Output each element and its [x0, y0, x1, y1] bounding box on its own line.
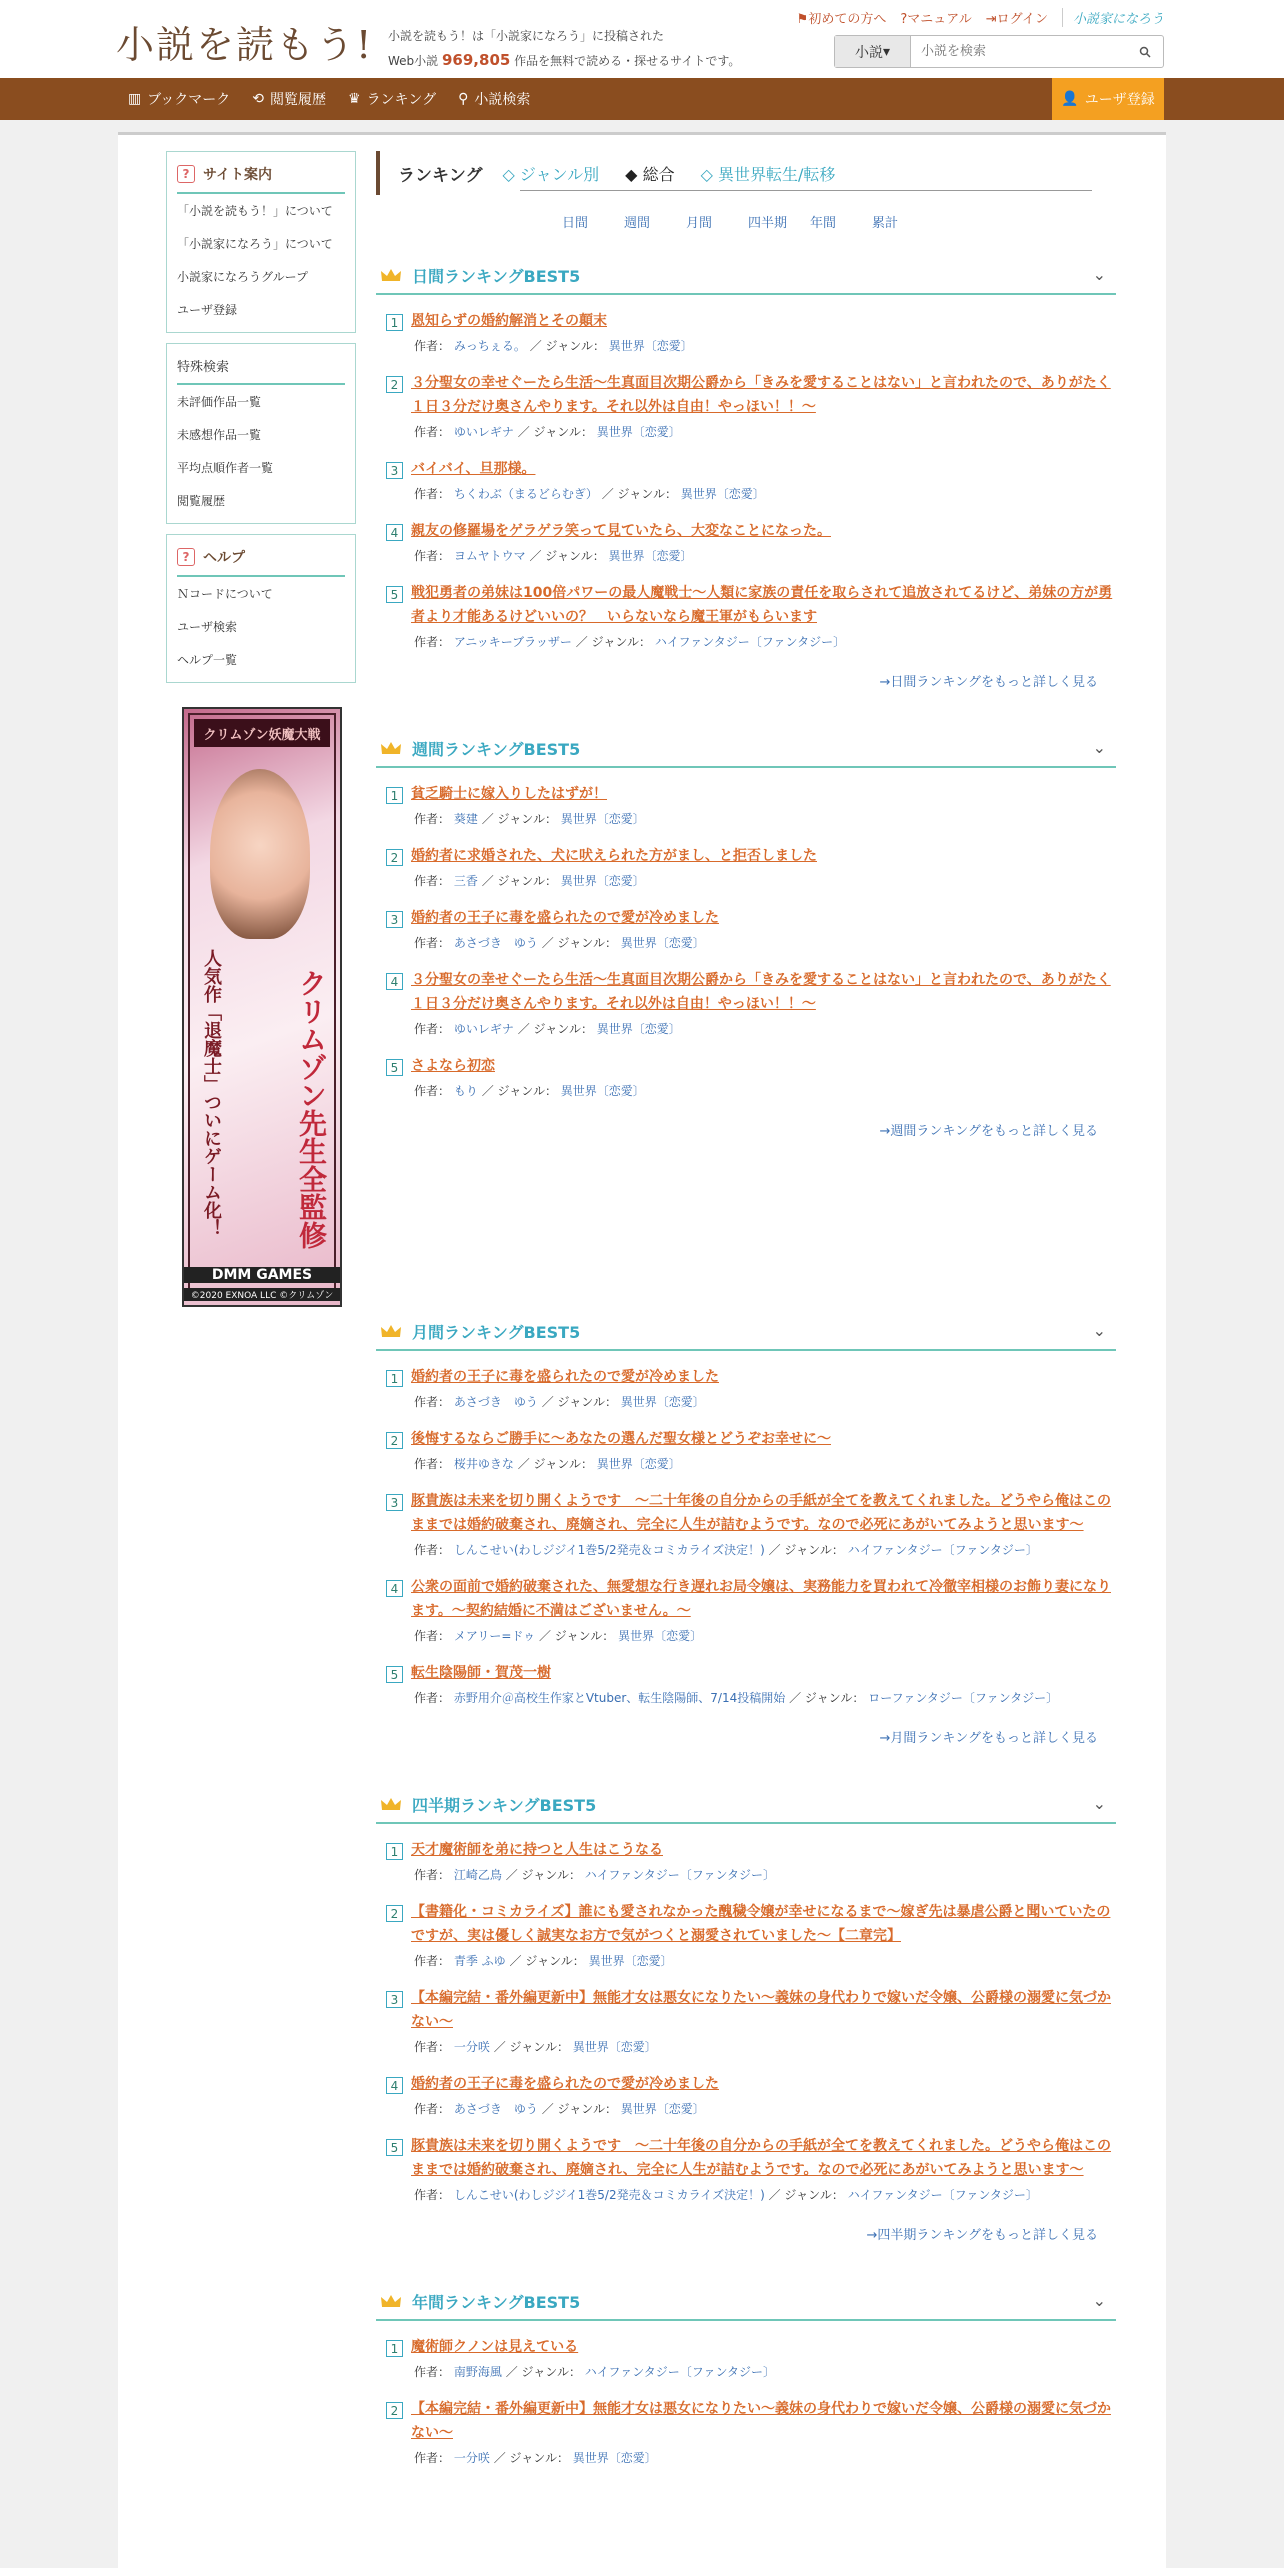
ranking-content: [376, 151, 1116, 2469]
novel-title-link[interactable]: 婚約者の王子に毒を盛られたので愛が冷めました: [411, 910, 719, 926]
genre-link[interactable]: ハイファンタジー〔ファンタジー〕: [847, 1543, 1038, 1557]
sidebar-item-register[interactable]: ユーザ登録: [177, 303, 238, 317]
entry-meta: [386, 870, 1116, 892]
rank-number: 2: [386, 1432, 403, 1449]
section-title: 週間ランキングBEST5: [412, 739, 581, 759]
genre-label: ／ ジャンル：: [541, 1395, 617, 1409]
nav-history[interactable]: ⟲ 閲覧履歴: [252, 91, 326, 108]
author-link[interactable]: ヨムヤトウマ: [453, 549, 526, 563]
author-label: 作者：: [414, 1022, 451, 1036]
genre-label: ／ ジャンル：: [517, 425, 593, 439]
entry-meta: [386, 335, 1116, 357]
genre-label: ／ ジャンル：: [505, 2365, 581, 2379]
sidebar-item-no-review[interactable]: 未感想作品一覧: [177, 428, 262, 442]
genre-label: ／ ジャンル：: [493, 2040, 569, 2054]
main-nav: [0, 78, 1284, 120]
section-title: 日間ランキングBEST5: [412, 266, 581, 286]
ranking-section: [376, 1313, 1116, 1746]
author-label: 作者：: [414, 936, 451, 950]
ranking-entry: [376, 457, 1116, 505]
login-link[interactable]: ⇥ログイン: [985, 12, 1048, 27]
ad-banner[interactable]: [182, 707, 342, 1307]
genre-link[interactable]: ハイファンタジー〔ファンタジー〕: [654, 635, 846, 649]
author-label: 作者：: [414, 874, 451, 888]
rank-number: 5: [386, 2139, 403, 2156]
genre-link[interactable]: 異世界〔恋愛〕: [572, 2451, 657, 2465]
genre-link[interactable]: 異世界〔恋愛〕: [596, 1457, 681, 1471]
main-container: [118, 132, 1166, 2568]
period-weekly[interactable]: 週間: [624, 215, 651, 231]
top-links: [797, 8, 1164, 27]
chevron-down-icon[interactable]: ⌄: [1092, 738, 1106, 757]
help-box: [166, 534, 356, 683]
novel-title-link[interactable]: 天才魔術師を弟に持つと人生はこうなる: [411, 1842, 663, 1858]
novel-title-link[interactable]: 親友の修羅場をゲラゲラ笑って見ていたら、大変なことになった。: [411, 523, 831, 539]
author-label: 作者：: [414, 635, 451, 649]
author-link[interactable]: 南野海風: [453, 2365, 502, 2379]
sidebar-item-help-list[interactable]: ヘルプ一覧: [177, 653, 238, 667]
genre-label: ／ ジャンル：: [768, 1543, 844, 1557]
rank-number: 1: [386, 1370, 403, 1387]
search-input[interactable]: [911, 36, 1127, 67]
section-header[interactable]: [376, 1786, 1116, 1824]
author-link[interactable]: 赤野用介＠高校生作家とVtuber、転生陰陽師、7/14投稿開始: [453, 1691, 786, 1705]
entry-meta: [386, 483, 1116, 505]
ranking-entry: [376, 1838, 1116, 1886]
author-label: 作者：: [414, 1691, 451, 1705]
author-link[interactable]: ちくわぶ（まるどらむぎ）: [453, 487, 598, 501]
author-link[interactable]: 一分咲: [453, 2451, 490, 2465]
section-title: 四半期ランキングBEST5: [412, 1795, 597, 1815]
site-tagline: [388, 24, 740, 73]
author-label: 作者：: [414, 425, 451, 439]
ranking-entry: [376, 968, 1116, 1040]
novel-title-link[interactable]: 魔術師クノンは見えている: [411, 2339, 579, 2355]
banner-top-text: クリムゾン妖魔大戦: [194, 719, 330, 747]
genre-link[interactable]: 異世界〔恋愛〕: [572, 2040, 657, 2054]
rank-number: 4: [386, 1580, 403, 1597]
entry-meta: [386, 631, 1116, 653]
ranking-section: [376, 730, 1116, 1139]
novel-title-link[interactable]: 豚貴族は未来を切り開くようです ～二十年後の自分からの手紙が全てを教えてくれました。どうやら俺はこのままでは婚約破棄され、廃嫡され、完全に人生が詰むようです。なので必死にあがいてみようと思います～: [411, 2138, 1111, 2178]
author-label: 作者：: [414, 812, 451, 826]
ranking-entry: [376, 371, 1116, 443]
genre-label: ／ ジャンル：: [505, 1868, 581, 1882]
author-link[interactable]: 江崎乙鳥: [453, 1868, 502, 1882]
author-link[interactable]: アニッキーブラッザー: [453, 635, 572, 649]
ranking-section: [376, 2283, 1116, 2469]
author-label: 作者：: [414, 1954, 451, 1968]
genre-link[interactable]: 異世界〔恋愛〕: [680, 487, 765, 501]
period-yearly[interactable]: 年間: [810, 215, 837, 231]
section-title: 年間ランキングBEST5: [412, 2292, 581, 2312]
site-logo[interactable]: 小説を読もう!: [116, 23, 374, 67]
ranking-entry: [376, 906, 1116, 954]
novel-title-link[interactable]: 貧乏騎士に嫁入りしたはずが！: [411, 786, 607, 802]
section-header[interactable]: [376, 257, 1116, 295]
genre-label: ／ ジャンル：: [481, 874, 557, 888]
author-label: 作者：: [414, 1084, 451, 1098]
banner-title: クリムゾン先生全監修: [295, 969, 328, 1249]
genre-label: ／ ジャンル：: [481, 812, 557, 826]
rank-number: 3: [386, 1494, 403, 1511]
genre-label: ／ ジャンル：: [509, 1954, 585, 1968]
ranking-entry: [376, 1427, 1116, 1475]
ranking-entry: [376, 1986, 1116, 2058]
genre-label: ／ ジャンル：: [789, 1691, 865, 1705]
entry-meta: [386, 2098, 1116, 2120]
history-icon: ⟲: [252, 91, 264, 107]
ranking-sections: [376, 257, 1116, 2469]
rank-number: 3: [386, 462, 403, 479]
genre-label: ／ ジャンル：: [768, 2188, 844, 2202]
entry-meta: [386, 545, 1116, 567]
genre-label: ／ ジャンル：: [541, 936, 617, 950]
help-title: ? ヘルプ: [177, 541, 345, 577]
novel-title-link[interactable]: 【本編完結・番外編更新中】無能才女は悪女になりたい～義妹の身代わりで嫁いだ令嬢、公爵様の溺愛に気づかない～: [411, 1990, 1111, 2030]
genre-label: ／ ジャンル：: [481, 1084, 557, 1098]
author-link[interactable]: あさづき ゆう: [453, 1395, 538, 1409]
rank-number: 2: [386, 849, 403, 866]
entry-meta: [386, 1080, 1116, 1102]
genre-link[interactable]: ハイファンタジー〔ファンタジー〕: [847, 2188, 1038, 2202]
rank-number: 2: [386, 376, 403, 393]
beginners-link[interactable]: ⚑初めての方へ: [796, 12, 887, 27]
novel-title-link[interactable]: 恩知らずの婚約解消とその顛末: [411, 313, 607, 329]
nav-search[interactable]: ⚲ 小説検索: [458, 91, 531, 108]
entry-meta: [386, 2447, 1116, 2469]
crown-icon: [380, 267, 402, 283]
ranking-entry: [376, 581, 1116, 653]
more-ranking-link[interactable]: →日間ランキングをもっと詳しく見る: [879, 675, 1098, 690]
author-label: 作者：: [414, 1629, 451, 1643]
site-header: [0, 0, 1284, 78]
entry-meta: [386, 808, 1116, 830]
author-link[interactable]: あさづき ゆう: [453, 2102, 538, 2116]
rank-number: 1: [386, 1843, 403, 1860]
ranking-entry: [376, 1489, 1116, 1561]
section-title: 月間ランキングBEST5: [412, 1322, 581, 1342]
tabs-underline: [520, 190, 1092, 191]
rank-number: 4: [386, 524, 403, 541]
tab-genre[interactable]: ◇ ジャンル別: [502, 164, 600, 184]
more-ranking-link[interactable]: →月間ランキングをもっと詳しく見る: [879, 1731, 1098, 1746]
tagline-prefix: Web小説: [388, 54, 439, 68]
novel-title-link[interactable]: ３分聖女の幸せぐーたら生活〜生真面目次期公爵から「きみを愛することはない」と言われたので、ありがたく１日３分だけ奥さんやります。それ以外は自由！やっほい！！〜: [411, 375, 1111, 415]
entry-meta: [386, 2361, 1116, 2383]
ranking-entry: [376, 2072, 1116, 2120]
rank-number: 4: [386, 2077, 403, 2094]
author-link[interactable]: メアリー=ドゥ: [453, 1629, 536, 1643]
novel-title-link[interactable]: 【書籍化・コミカライズ】誰にも愛されなかった醜穢令嬢が幸せになるまで〜嫁ぎ先は暴虐公爵と聞いていたのですが、実は優しく誠実なお方で気がつくと溺愛されていました〜【二章完】: [411, 1904, 1111, 1944]
ranking-section: [376, 257, 1116, 690]
sidebar-item-ncode[interactable]: Ｎコードについて: [177, 587, 273, 601]
genre-link[interactable]: 異世界〔恋愛〕: [620, 2102, 705, 2116]
novel-title-link[interactable]: 転生陰陽師・賀茂一樹: [411, 1665, 551, 1681]
ranking-entry: [376, 782, 1116, 830]
genre-label: ／ ジャンル：: [529, 549, 605, 563]
nav-ranking[interactable]: ♛ ランキング: [348, 91, 437, 108]
ranking-entry: [376, 1365, 1116, 1413]
ranking-heading: ランキング: [398, 165, 483, 186]
ranking-entry: [376, 2397, 1116, 2469]
entry-meta: [386, 1864, 1116, 1886]
rank-number: 1: [386, 2340, 403, 2357]
chevron-down-icon[interactable]: ⌄: [1092, 2291, 1106, 2310]
rank-number: 1: [386, 787, 403, 804]
crown-icon: [380, 740, 402, 756]
user-register-button[interactable]: 👤 ユーザ登録: [1052, 78, 1164, 120]
sidebar-item-avg-authors[interactable]: 平均点順作者一覧: [177, 461, 274, 475]
novel-title-link[interactable]: 婚約者の王子に毒を盛られたので愛が冷めました: [411, 2076, 719, 2092]
author-label: 作者：: [414, 1395, 451, 1409]
author-link[interactable]: 一分咲: [453, 2040, 490, 2054]
genre-label: ／ ジャンル：: [541, 2102, 617, 2116]
genre-link[interactable]: 異世界〔恋愛〕: [560, 874, 645, 888]
author-label: 作者：: [414, 549, 451, 563]
question-icon: ?: [177, 165, 195, 183]
banner-subtitle: 人気作「退魔士」ついにゲーム化！: [201, 949, 222, 1237]
rank-number: 5: [386, 1666, 403, 1683]
genre-label: ／ ジャンル：: [517, 1022, 593, 1036]
chevron-down-icon[interactable]: ⌄: [1092, 1794, 1106, 1813]
entry-meta: [386, 2184, 1116, 2206]
entry-meta: [386, 1625, 1116, 1647]
author-label: 作者：: [414, 1543, 451, 1557]
genre-link[interactable]: ローファンタジー〔ファンタジー〕: [868, 1691, 1059, 1705]
ranking-entry: [376, 2335, 1116, 2383]
period-daily[interactable]: 日間: [562, 215, 589, 231]
entry-meta: [386, 1950, 1116, 1972]
sidebar-item-about-yomou[interactable]: 「小説を読もう！」について: [177, 204, 333, 218]
novel-title-link[interactable]: バイバイ、旦那様。: [411, 461, 536, 477]
section-header[interactable]: [376, 1313, 1116, 1351]
chevron-down-icon[interactable]: ⌄: [1092, 265, 1106, 284]
sidebar: [166, 151, 356, 1301]
banner-character-illustration: [210, 769, 310, 939]
author-label: 作者：: [414, 2188, 451, 2202]
sidebar-item-group[interactable]: 小説家になろうグループ: [177, 270, 309, 284]
sidebar-item-about-narou[interactable]: 「小説家になろう」について: [177, 237, 333, 251]
novel-title-link[interactable]: さよなら初恋: [411, 1058, 495, 1074]
site-guide-title: ? サイト案内: [177, 158, 345, 194]
bookmark-icon: ▥: [128, 91, 142, 107]
novel-title-link[interactable]: 公衆の面前で婚約破棄された、無愛想な行き遅れお局令嬢は、実務能力を買われて冷徹宰相様のお飾り妻になります。～契約結婚に不満はございません。～: [411, 1579, 1111, 1619]
rank-number: 3: [386, 911, 403, 928]
author-link[interactable]: あさづき ゆう: [453, 936, 538, 950]
genre-label: ／ ジャンル：: [538, 1629, 615, 1643]
rank-number: 5: [386, 1059, 403, 1076]
partner-logo[interactable]: 小説家になろう: [1062, 8, 1164, 27]
user-icon: 👤: [1061, 91, 1079, 107]
nav-bookmark[interactable]: ▥ ブックマーク: [128, 91, 231, 108]
search-type-select[interactable]: 小説 ▾: [835, 36, 911, 67]
ranking-entry: [376, 1661, 1116, 1709]
more-ranking-link[interactable]: →週間ランキングをもっと詳しく見る: [879, 1124, 1098, 1139]
author-label: 作者：: [414, 1868, 451, 1882]
tab-overall[interactable]: ◆ 総合: [625, 164, 675, 184]
crown-icon: [380, 2293, 402, 2309]
ranking-entry: [376, 2134, 1116, 2206]
author-link[interactable]: もり: [453, 1084, 478, 1098]
genre-label: ／ ジャンル：: [575, 635, 652, 649]
entry-meta: [386, 2036, 1116, 2058]
author-link[interactable]: しんこせい(わしジジイ1巻5/2発売＆コミカライズ決定！): [453, 1543, 765, 1557]
author-link[interactable]: 葵建: [453, 812, 478, 826]
more-ranking-link[interactable]: →四半期ランキングをもっと詳しく見る: [866, 2228, 1098, 2243]
genre-label: ／ ジャンル：: [601, 487, 677, 501]
author-link[interactable]: しんこせい(わしジジイ1巻5/2発売＆コミカライズ決定！): [453, 2188, 765, 2202]
tagline-line2: [388, 48, 740, 73]
tagline-suffix: 作品を無料で読める・探せるサイトです。: [514, 54, 741, 68]
ranking-entry: [376, 1575, 1116, 1647]
rank-number: 5: [386, 586, 403, 603]
genre-link[interactable]: 異世界〔恋愛〕: [608, 339, 693, 353]
entry-meta: [386, 1687, 1116, 1709]
genre-link[interactable]: 異世界〔恋愛〕: [588, 1954, 673, 1968]
ranking-entry: [376, 519, 1116, 567]
author-label: 作者：: [414, 339, 451, 353]
author-label: 作者：: [414, 2102, 451, 2116]
author-link[interactable]: ゆいレギナ: [453, 425, 514, 439]
tab-isekai[interactable]: ◇ 異世界転生/転移: [700, 164, 836, 184]
author-link[interactable]: 青季 ふゆ: [453, 1954, 506, 1968]
ranking-entry: [376, 1900, 1116, 1972]
genre-link[interactable]: 異世界〔恋愛〕: [596, 425, 681, 439]
genre-label: ／ ジャンル：: [529, 339, 605, 353]
genre-link[interactable]: 異世界〔恋愛〕: [596, 1022, 681, 1036]
banner-brand: DMM GAMES: [184, 1267, 340, 1283]
sidebar-item-history[interactable]: 閲覧履歴: [177, 494, 226, 508]
novel-title-link[interactable]: 戦犯勇者の弟妹は100倍パワーの最人魔戦士～人類に家族の責任を取らされて追放されてるけど、弟妹の方が勇者より才能あるけどいいの？ いらないなら魔王軍がもらいます: [411, 585, 1113, 625]
crown-icon: [380, 1323, 402, 1339]
genre-link[interactable]: 異世界〔恋愛〕: [620, 1395, 705, 1409]
search-button[interactable]: [1127, 36, 1163, 67]
section-header[interactable]: [376, 2283, 1116, 2321]
entry-meta: [386, 1453, 1116, 1475]
genre-link[interactable]: 異世界〔恋愛〕: [620, 936, 705, 950]
author-label: 作者：: [414, 1457, 451, 1471]
novel-title-link[interactable]: 婚約者に求婚された、犬に吠えられた方がまし、と拒否しました: [411, 848, 817, 864]
novel-title-link[interactable]: 後悔するならご勝手に～あなたの選んだ聖女様とどうぞお幸せに～: [411, 1431, 831, 1447]
novel-title-link[interactable]: 【本編完結・番外編更新中】無能才女は悪女になりたい～義妹の身代わりで嫁いだ令嬢、公爵様の溺愛に気づかない～: [411, 2401, 1111, 2441]
banner-copyright: ©2020 EXNOA LLC ©クリムゾン: [184, 1288, 340, 1301]
period-total[interactable]: 累計: [872, 215, 899, 231]
author-link[interactable]: 三香: [453, 874, 478, 888]
search-icon: ⚲: [458, 91, 469, 107]
genre-link[interactable]: 異世界〔恋愛〕: [560, 812, 645, 826]
crown-icon: ♛: [348, 91, 361, 107]
entry-meta: [386, 932, 1116, 954]
rank-number: 3: [386, 1991, 403, 2008]
author-label: 作者：: [414, 487, 451, 501]
novel-title-link[interactable]: 豚貴族は未来を切り開くようです ～二十年後の自分からの手紙が全てを教えてくれました。どうやら俺はこのままでは婚約破棄され、廃嫡され、完全に人生が詰むようです。なので必死にあがいてみようと思います～: [411, 1493, 1111, 1533]
special-search-title: 特殊検索: [177, 350, 345, 385]
genre-link[interactable]: ハイファンタジー〔ファンタジー〕: [584, 2365, 775, 2379]
entry-meta: [386, 1018, 1116, 1040]
genre-label: ／ ジャンル：: [493, 2451, 569, 2465]
ranking-section: [376, 1786, 1116, 2243]
search-icon: [1139, 46, 1151, 58]
novel-count: 969,805: [442, 51, 511, 69]
novel-title-link[interactable]: 婚約者の王子に毒を盛られたので愛が冷めました: [411, 1369, 719, 1385]
author-link[interactable]: みっちぇる。: [453, 339, 526, 353]
genre-link[interactable]: ハイファンタジー〔ファンタジー〕: [584, 1868, 775, 1882]
period-quarterly[interactable]: 四半期: [748, 215, 788, 231]
crown-icon: [380, 1796, 402, 1812]
ranking-entry: [376, 1054, 1116, 1102]
period-links: [376, 207, 1116, 235]
period-monthly[interactable]: 月間: [686, 215, 713, 231]
genre-link[interactable]: 異世界〔恋愛〕: [608, 549, 693, 563]
tagline-line1: 小説を読もう！は「小説家になろう」に投稿された: [388, 29, 665, 43]
special-search-box: [166, 343, 356, 524]
ranking-entry: [376, 309, 1116, 357]
entry-meta: [386, 421, 1116, 443]
entry-meta: [386, 1391, 1116, 1413]
author-label: 作者：: [414, 2451, 451, 2465]
question-icon: ?: [177, 548, 195, 566]
ranking-tabs: [376, 151, 1116, 195]
section-header[interactable]: [376, 730, 1116, 768]
author-label: 作者：: [414, 2365, 451, 2379]
genre-link[interactable]: 異世界〔恋愛〕: [618, 1629, 703, 1643]
manual-link[interactable]: ?マニュアル: [900, 12, 972, 27]
sidebar-item-unrated[interactable]: 未評価作品一覧: [177, 395, 262, 409]
search-bar: [834, 35, 1164, 68]
site-guide-box: [166, 151, 356, 333]
rank-number: 1: [386, 314, 403, 331]
genre-label: ／ ジャンル：: [517, 1457, 593, 1471]
rank-number: 2: [386, 1905, 403, 1922]
author-label: 作者：: [414, 2040, 451, 2054]
ranking-entry: [376, 844, 1116, 892]
rank-number: 2: [386, 2402, 403, 2419]
rank-number: 4: [386, 973, 403, 990]
author-link[interactable]: 桜井ゆきな: [453, 1457, 514, 1471]
genre-link[interactable]: 異世界〔恋愛〕: [560, 1084, 645, 1098]
novel-title-link[interactable]: ３分聖女の幸せぐーたら生活〜生真面目次期公爵から「きみを愛することはない」と言われたので、ありがたく１日３分だけ奥さんやります。それ以外は自由！やっほい！！〜: [411, 972, 1111, 1012]
author-link[interactable]: ゆいレギナ: [453, 1022, 514, 1036]
sidebar-item-user-search[interactable]: ユーザ検索: [177, 620, 238, 634]
chevron-down-icon[interactable]: ⌄: [1092, 1321, 1106, 1340]
entry-meta: [386, 1539, 1116, 1561]
